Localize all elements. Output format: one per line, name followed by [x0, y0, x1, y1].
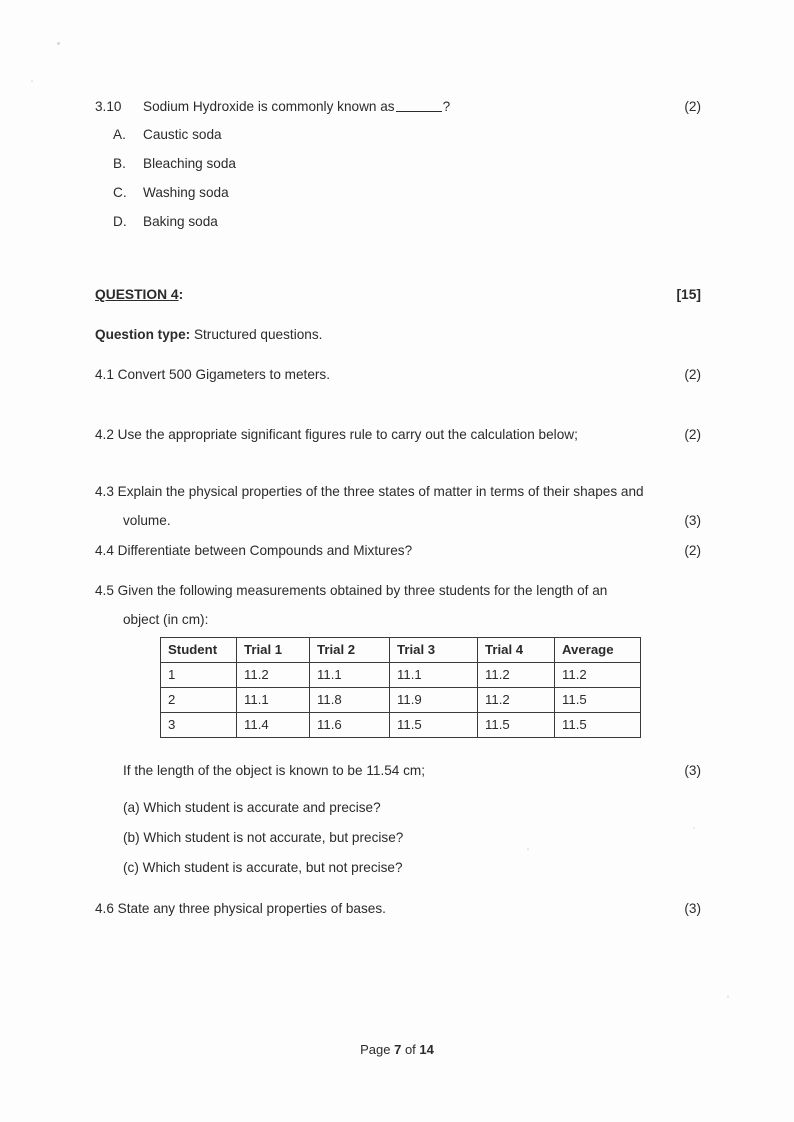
question-4-5 [95, 581, 701, 601]
question-4-4-marks: (2) [684, 543, 701, 558]
question-4-total-marks: [15] [676, 287, 701, 302]
table-cell: 11.6 [310, 713, 390, 738]
answer-blank [396, 100, 442, 112]
question-type-label: Question type: [95, 327, 191, 342]
table-cell: 1 [161, 663, 237, 688]
table-row [161, 713, 641, 738]
table-cell: 11.2 [478, 688, 555, 713]
known-length-line [123, 761, 701, 781]
question-4-2-marks: (2) [684, 427, 701, 442]
question-3-10-marks: (2) [684, 99, 701, 114]
question-4-6-text: 4.6 State any three physical properties of bases. [95, 901, 386, 916]
question-4-heading-colon: : [178, 287, 184, 302]
question-3-10-options [95, 127, 701, 243]
question-4-3 [95, 482, 701, 502]
question-type-value: Structured questions. [190, 327, 323, 342]
option-a-letter: A. [113, 127, 126, 142]
table-row [161, 688, 641, 713]
option-d-text: Baking soda [143, 214, 218, 229]
table-header-cell: Trial 1 [237, 638, 310, 663]
question-4-heading-row [95, 285, 701, 305]
question-4-3-marks: (3) [684, 513, 701, 528]
option-d [95, 214, 701, 243]
table-header-cell: Average [555, 638, 641, 663]
option-d-letter: D. [113, 214, 127, 229]
question-3-10-stem-before: Sodium Hydroxide is commonly known as [143, 99, 395, 114]
question-3-10 [95, 97, 701, 117]
option-c-letter: C. [113, 185, 127, 200]
sub-question-b-text: (b) Which student is not accurate, but precise? [123, 830, 404, 845]
table-cell: 11.5 [555, 688, 641, 713]
sub-question-b [123, 830, 701, 860]
measurements-table [160, 637, 641, 738]
question-4-3-text: 4.3 Explain the physical properties of the three states of matter in terms of their shapes and [95, 484, 644, 499]
footer-prefix: Page [360, 1042, 395, 1057]
table-cell: 11.1 [310, 663, 390, 688]
question-4-1-marks: (2) [684, 367, 701, 382]
option-c [95, 185, 701, 214]
table-header-cell: Trial 4 [478, 638, 555, 663]
table-cell: 11.5 [390, 713, 478, 738]
known-length-text: If the length of the object is known to be 11.54 cm; [123, 763, 426, 778]
question-4-6 [95, 899, 701, 919]
option-b-text: Bleaching soda [143, 156, 236, 171]
option-a-text: Caustic soda [143, 127, 222, 142]
table-header-row [161, 638, 641, 663]
table-cell: 11.2 [237, 663, 310, 688]
question-4-6-marks: (3) [684, 901, 701, 916]
table-cell: 11.2 [555, 663, 641, 688]
footer-page-number: 7 [394, 1042, 402, 1057]
table-cell: 11.2 [478, 663, 555, 688]
footer-total-pages: 14 [419, 1042, 434, 1057]
option-c-text: Washing soda [143, 185, 229, 200]
question-4-1 [95, 365, 701, 385]
question-4-3-continuation-text: volume. [123, 513, 171, 528]
question-3-10-number: 3.10 [95, 99, 122, 114]
table-cell: 2 [161, 688, 237, 713]
scan-speck [31, 80, 33, 82]
question-4-5-continuation-text: object (in cm): [123, 612, 209, 627]
option-b [95, 156, 701, 185]
table-header-cell: Trial 2 [310, 638, 390, 663]
table-cell: 11.9 [390, 688, 478, 713]
question-4-3-continuation [123, 511, 701, 531]
option-b-letter: B. [113, 156, 126, 171]
question-4-5-continuation [123, 610, 701, 630]
question-type-row [95, 325, 701, 345]
measurements-table-wrapper [160, 637, 641, 738]
question-4-2 [95, 425, 701, 445]
question-4-5-sub-questions [123, 800, 701, 890]
table-cell: 11.8 [310, 688, 390, 713]
table-cell: 11.4 [237, 713, 310, 738]
question-4-2-text: 4.2 Use the appropriate significant figures rule to carry out the calculation below; [95, 427, 578, 442]
question-3-10-stem [143, 99, 450, 114]
table-header-cell: Trial 3 [390, 638, 478, 663]
question-4-1-text: 4.1 Convert 500 Gigameters to meters. [95, 367, 330, 382]
table-row [161, 663, 641, 688]
table-header-cell: Student [161, 638, 237, 663]
table-cell: 11.1 [237, 688, 310, 713]
table-cell: 11.1 [390, 663, 478, 688]
sub-question-a-text: (a) Which student is accurate and precise? [123, 800, 381, 815]
scan-speck [727, 995, 729, 998]
sub-question-c [123, 860, 701, 890]
sub-question-c-text: (c) Which student is accurate, but not precise? [123, 860, 403, 875]
question-4-heading: QUESTION 4 [95, 287, 179, 302]
known-length-marks: (3) [684, 763, 701, 778]
scan-speck [57, 42, 60, 45]
page-footer [0, 1042, 794, 1057]
footer-middle: of [401, 1042, 420, 1057]
table-cell: 3 [161, 713, 237, 738]
question-4-5-text: 4.5 Given the following measurements obtained by three students for the length of an [95, 583, 608, 598]
question-4-4-text: 4.4 Differentiate between Compounds and Mixtures? [95, 543, 413, 558]
table-cell: 11.5 [478, 713, 555, 738]
table-cell: 11.5 [555, 713, 641, 738]
sub-question-a [123, 800, 701, 830]
question-3-10-stem-after: ? [442, 99, 451, 114]
option-a [95, 127, 701, 156]
question-4-4 [95, 541, 701, 561]
